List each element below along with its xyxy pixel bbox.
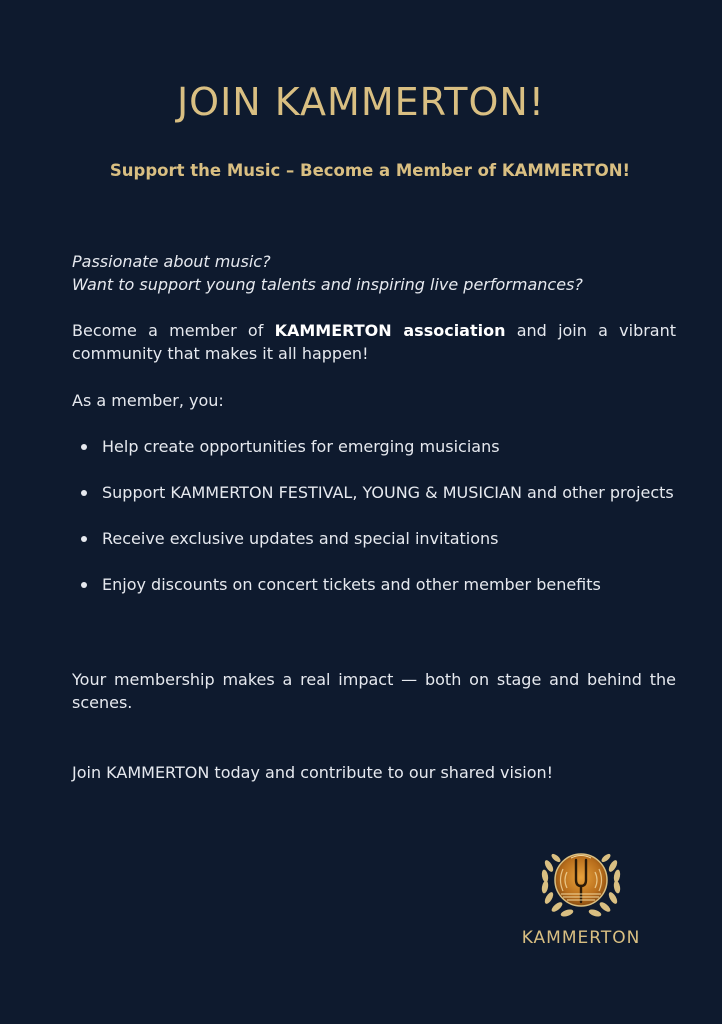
association-name: KAMMERTON association [274,321,506,340]
list-item [72,481,676,504]
intro-line-1: Passionate about music? [72,252,271,271]
page-title: JOIN KAMMERTON! [176,80,546,124]
bullet-icon [81,444,87,450]
list-item [72,527,676,550]
bullet-icon [81,490,87,496]
benefits-list [72,435,676,596]
intro-line-2: Want to support young talents and inspiring live performances? [72,275,583,294]
impact-paragraph: Your membership makes a real impact — both on stage and behind the scenes. [72,670,676,712]
benefit-text: Enjoy discounts on concert tickets and other member benefits [102,575,601,594]
as-member-label: As a member, you: [72,391,224,410]
bullet-icon [81,536,87,542]
logo-wordmark: KAMMERTON [521,928,641,948]
kammerton-logo [510,836,652,954]
join-call-to-action: Join KAMMERTON today and contribute to our shared vision! [72,763,554,782]
benefit-text: Receive exclusive updates and special invitations [102,529,499,548]
become-member-paragraph [72,319,676,365]
bullet-icon [81,582,87,588]
benefit-text: Help create opportunities for emerging musicians [102,437,500,456]
laurel-tuning-fork-emblem-icon [537,836,625,924]
list-item [72,573,676,596]
page-subtitle: Support the Music – Become a Member of KAMMERTON! [109,161,631,180]
become-prefix: Become a member of [72,321,275,340]
list-item [72,435,676,458]
become-suffix: and join a vibrant community that makes it all happen! [72,321,677,363]
benefit-text: Support KAMMERTON FESTIVAL, YOUNG & MUSICIAN and other projects [102,483,674,502]
intro-questions [72,250,676,296]
